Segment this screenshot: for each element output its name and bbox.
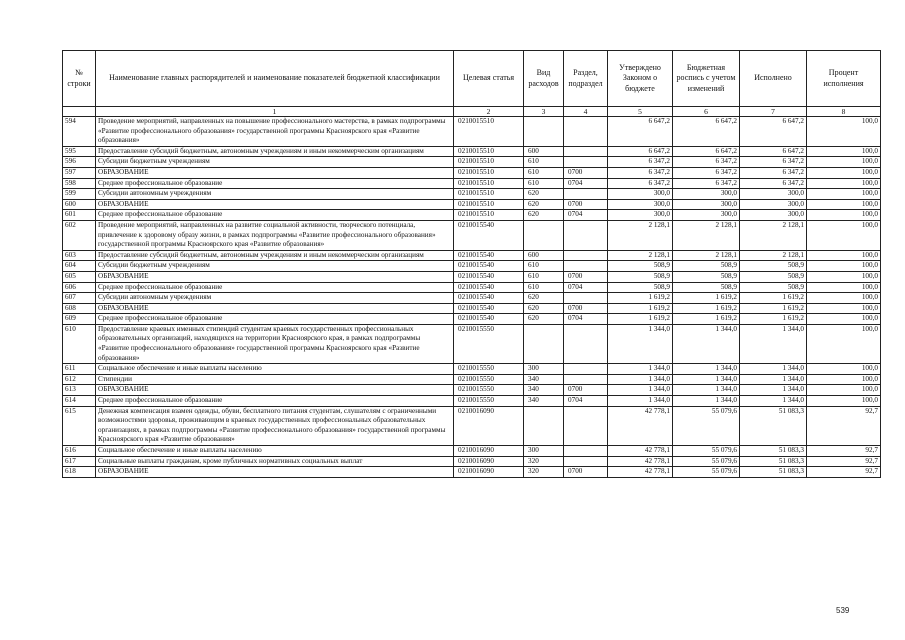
- section-cell: [564, 189, 608, 200]
- header-section: Раздел, подраздел: [564, 51, 608, 107]
- executed-cell: 1 344,0: [740, 385, 807, 396]
- table-row: [63, 271, 881, 282]
- row-number-cell: 601: [63, 210, 96, 221]
- executed-cell: 1 619,2: [740, 303, 807, 314]
- header-approved: Утверждено Законом о бюджете: [608, 51, 673, 107]
- name-cell: Субсидии автономным учреждениям: [96, 293, 454, 304]
- approved-cell: 42 778,1: [608, 467, 673, 478]
- section-cell: [564, 117, 608, 147]
- executed-cell: 1 344,0: [740, 324, 807, 363]
- budget-cell: 2 128,1: [673, 250, 740, 261]
- section-cell: [564, 364, 608, 375]
- table-row: [63, 250, 881, 261]
- name-cell: Предоставление субсидий бюджетным, автономным учреждениям и иным некоммерческим организациям: [96, 250, 454, 261]
- expense-type-cell: 620: [524, 303, 564, 314]
- percent-cell: 100,0: [807, 199, 881, 210]
- section-cell: [564, 406, 608, 445]
- row-number-cell: 615: [63, 406, 96, 445]
- name-cell: Субсидии бюджетным учреждениям: [96, 157, 454, 168]
- section-cell: 0704: [564, 210, 608, 221]
- executed-cell: 6 647,2: [740, 117, 807, 147]
- approved-cell: 508,9: [608, 282, 673, 293]
- target-article-cell: 0210015540: [454, 314, 524, 325]
- percent-cell: 100,0: [807, 324, 881, 363]
- approved-cell: 42 778,1: [608, 446, 673, 457]
- approved-cell: 2 128,1: [608, 250, 673, 261]
- column-number: 4: [564, 107, 608, 117]
- percent-cell: 92,7: [807, 456, 881, 467]
- expense-type-cell: 320: [524, 467, 564, 478]
- name-cell: Проведение мероприятий, направленных на повышение профессионального мастерства, в рамках подпрограммы «Развитие профессионального образования» государственной программы Красноярского края «Развитие образования»: [96, 117, 454, 147]
- approved-cell: 300,0: [608, 210, 673, 221]
- name-cell: Предоставление субсидий бюджетным, автономным учреждениям и иным некоммерческим организациям: [96, 146, 454, 157]
- target-article-cell: 0210016090: [454, 446, 524, 457]
- target-article-cell: 0210015510: [454, 199, 524, 210]
- budget-cell: 6 347,2: [673, 157, 740, 168]
- budget-cell: 1 344,0: [673, 385, 740, 396]
- name-cell: Стипендии: [96, 374, 454, 385]
- budget-cell: 508,9: [673, 261, 740, 272]
- name-cell: Предоставление краевых именных стипендий студентам краевых государственных профессиональных образовательных организаций, находящихся на территории Красноярского края, в рамках подпрограммы «Развитие профессионального образования» государственной программы Красноярского края «Развитие образования»: [96, 324, 454, 363]
- percent-cell: 100,0: [807, 261, 881, 272]
- approved-cell: 42 778,1: [608, 456, 673, 467]
- budget-cell: 1 619,2: [673, 314, 740, 325]
- section-cell: [564, 146, 608, 157]
- approved-cell: 1 619,2: [608, 303, 673, 314]
- target-article-cell: 0210016090: [454, 456, 524, 467]
- budget-cell: 1 344,0: [673, 364, 740, 375]
- page-number: 539: [836, 606, 850, 615]
- target-article-cell: 0210015550: [454, 396, 524, 407]
- row-number-cell: 608: [63, 303, 96, 314]
- table-row: [63, 157, 881, 168]
- expense-type-cell: [524, 406, 564, 445]
- expense-type-cell: 320: [524, 456, 564, 467]
- expense-type-cell: 610: [524, 271, 564, 282]
- section-cell: 0700: [564, 385, 608, 396]
- table-row: [63, 396, 881, 407]
- budget-cell: 55 079,6: [673, 406, 740, 445]
- executed-cell: 1 344,0: [740, 364, 807, 375]
- target-article-cell: 0210015510: [454, 178, 524, 189]
- table-row: [63, 446, 881, 457]
- name-cell: ОБРАЗОВАНИЕ: [96, 385, 454, 396]
- budget-cell: 2 128,1: [673, 220, 740, 250]
- target-article-cell: 0210015510: [454, 189, 524, 200]
- percent-cell: 100,0: [807, 146, 881, 157]
- section-cell: [564, 250, 608, 261]
- table-row: [63, 374, 881, 385]
- percent-cell: 100,0: [807, 385, 881, 396]
- table-row: [63, 364, 881, 375]
- percent-cell: 100,0: [807, 282, 881, 293]
- executed-cell: 508,9: [740, 282, 807, 293]
- row-number-cell: 614: [63, 396, 96, 407]
- table-row: [63, 314, 881, 325]
- section-cell: 0704: [564, 178, 608, 189]
- header-budget-list: Бюджетная роспись с учетом изменений: [673, 51, 740, 107]
- target-article-cell: 0210015540: [454, 250, 524, 261]
- name-cell: Субсидии бюджетным учреждениям: [96, 261, 454, 272]
- budget-cell: 6 347,2: [673, 178, 740, 189]
- row-number-cell: 611: [63, 364, 96, 375]
- column-number: 5: [608, 107, 673, 117]
- target-article-cell: 0210015540: [454, 271, 524, 282]
- expense-type-cell: 610: [524, 157, 564, 168]
- approved-cell: 1 344,0: [608, 374, 673, 385]
- name-cell: Среднее профессиональное образование: [96, 178, 454, 189]
- executed-cell: 1 619,2: [740, 293, 807, 304]
- expense-type-cell: [524, 220, 564, 250]
- executed-cell: 6 347,2: [740, 157, 807, 168]
- header-target-article: Целевая статья: [454, 51, 524, 107]
- section-cell: 0700: [564, 467, 608, 478]
- row-number-cell: 616: [63, 446, 96, 457]
- row-number-cell: 605: [63, 271, 96, 282]
- row-number-cell: 599: [63, 189, 96, 200]
- table-row: [63, 406, 881, 445]
- name-cell: ОБРАЗОВАНИЕ: [96, 199, 454, 210]
- approved-cell: 6 347,2: [608, 157, 673, 168]
- row-number-cell: 597: [63, 167, 96, 178]
- executed-cell: 6 647,2: [740, 146, 807, 157]
- row-number-cell: 600: [63, 199, 96, 210]
- name-cell: Социальное обеспечение и иные выплаты населению: [96, 446, 454, 457]
- header-percent: Процент исполнения: [807, 51, 881, 107]
- name-cell: ОБРАЗОВАНИЕ: [96, 167, 454, 178]
- budget-cell: 6 347,2: [673, 167, 740, 178]
- target-article-cell: 0210015510: [454, 117, 524, 147]
- table-row: [63, 324, 881, 363]
- budget-cell: 1 619,2: [673, 303, 740, 314]
- section-cell: [564, 293, 608, 304]
- executed-cell: 51 083,3: [740, 467, 807, 478]
- target-article-cell: 0210015540: [454, 220, 524, 250]
- budget-cell: 6 647,2: [673, 146, 740, 157]
- row-number-cell: 609: [63, 314, 96, 325]
- column-number: 8: [807, 107, 881, 117]
- percent-cell: 100,0: [807, 293, 881, 304]
- budget-execution-table: [62, 50, 881, 478]
- executed-cell: 1 619,2: [740, 314, 807, 325]
- approved-cell: 6 347,2: [608, 167, 673, 178]
- section-cell: 0704: [564, 396, 608, 407]
- executed-cell: 6 347,2: [740, 167, 807, 178]
- section-cell: 0704: [564, 314, 608, 325]
- expense-type-cell: 610: [524, 167, 564, 178]
- target-article-cell: 0210015550: [454, 324, 524, 363]
- target-article-cell: 0210015510: [454, 167, 524, 178]
- percent-cell: 100,0: [807, 157, 881, 168]
- budget-cell: 1 344,0: [673, 324, 740, 363]
- row-number-cell: 612: [63, 374, 96, 385]
- row-number-cell: 598: [63, 178, 96, 189]
- approved-cell: 1 344,0: [608, 396, 673, 407]
- expense-type-cell: 600: [524, 146, 564, 157]
- column-number: 6: [673, 107, 740, 117]
- expense-type-cell: 620: [524, 199, 564, 210]
- approved-cell: 300,0: [608, 199, 673, 210]
- executed-cell: 51 083,3: [740, 456, 807, 467]
- expense-type-cell: 340: [524, 385, 564, 396]
- name-cell: ОБРАЗОВАНИЕ: [96, 467, 454, 478]
- name-cell: Социальное обеспечение и иные выплаты населению: [96, 364, 454, 375]
- percent-cell: 100,0: [807, 189, 881, 200]
- row-number-cell: 607: [63, 293, 96, 304]
- row-number-cell: 613: [63, 385, 96, 396]
- percent-cell: 100,0: [807, 303, 881, 314]
- header-expense-type: Вид расходов: [524, 51, 564, 107]
- table-row: [63, 282, 881, 293]
- section-cell: 0700: [564, 199, 608, 210]
- percent-cell: 100,0: [807, 250, 881, 261]
- approved-cell: 1 344,0: [608, 324, 673, 363]
- approved-cell: 1 619,2: [608, 314, 673, 325]
- section-cell: [564, 374, 608, 385]
- budget-cell: 55 079,6: [673, 456, 740, 467]
- header-row: [63, 51, 881, 107]
- expense-type-cell: 600: [524, 250, 564, 261]
- header-name: Наименование главных распорядителей и наименование показателей бюджетной классификации: [96, 51, 454, 107]
- row-number-cell: 596: [63, 157, 96, 168]
- approved-cell: 6 647,2: [608, 146, 673, 157]
- percent-cell: 100,0: [807, 167, 881, 178]
- executed-cell: 1 344,0: [740, 374, 807, 385]
- table-row: [63, 385, 881, 396]
- percent-cell: 100,0: [807, 374, 881, 385]
- target-article-cell: 0210015550: [454, 385, 524, 396]
- target-article-cell: 0210015540: [454, 282, 524, 293]
- column-number-row: [63, 107, 881, 117]
- table-row: [63, 210, 881, 221]
- approved-cell: 2 128,1: [608, 220, 673, 250]
- percent-cell: 100,0: [807, 364, 881, 375]
- percent-cell: 100,0: [807, 396, 881, 407]
- budget-cell: 508,9: [673, 282, 740, 293]
- approved-cell: 508,9: [608, 271, 673, 282]
- table-row: [63, 189, 881, 200]
- approved-cell: 1 619,2: [608, 293, 673, 304]
- row-number-cell: 594: [63, 117, 96, 147]
- percent-cell: 100,0: [807, 178, 881, 189]
- budget-cell: 508,9: [673, 271, 740, 282]
- budget-cell: 1 344,0: [673, 374, 740, 385]
- expense-type-cell: 340: [524, 396, 564, 407]
- row-number-cell: 604: [63, 261, 96, 272]
- approved-cell: 508,9: [608, 261, 673, 272]
- table-row: [63, 117, 881, 147]
- column-number: 7: [740, 107, 807, 117]
- executed-cell: 51 083,3: [740, 406, 807, 445]
- section-cell: 0700: [564, 167, 608, 178]
- name-cell: Среднее профессиональное образование: [96, 210, 454, 221]
- executed-cell: 300,0: [740, 199, 807, 210]
- budget-cell: 55 079,6: [673, 467, 740, 478]
- expense-type-cell: 620: [524, 314, 564, 325]
- budget-cell: 6 647,2: [673, 117, 740, 147]
- executed-cell: 300,0: [740, 210, 807, 221]
- section-cell: 0704: [564, 282, 608, 293]
- row-number-cell: 603: [63, 250, 96, 261]
- target-article-cell: 0210015510: [454, 146, 524, 157]
- table-row: [63, 178, 881, 189]
- percent-cell: 100,0: [807, 210, 881, 221]
- table-row: [63, 167, 881, 178]
- name-cell: Социальные выплаты гражданам, кроме публичных нормативных социальных выплат: [96, 456, 454, 467]
- approved-cell: 6 647,2: [608, 117, 673, 147]
- column-number: 1: [96, 107, 454, 117]
- percent-cell: 92,7: [807, 467, 881, 478]
- section-cell: [564, 446, 608, 457]
- section-cell: [564, 261, 608, 272]
- approved-cell: 42 778,1: [608, 406, 673, 445]
- row-number-cell: 595: [63, 146, 96, 157]
- percent-cell: 92,7: [807, 406, 881, 445]
- budget-cell: 1 344,0: [673, 396, 740, 407]
- column-number: [63, 107, 96, 117]
- column-number: 3: [524, 107, 564, 117]
- row-number-cell: 606: [63, 282, 96, 293]
- expense-type-cell: [524, 324, 564, 363]
- budget-cell: 55 079,6: [673, 446, 740, 457]
- name-cell: Денежная компенсация взамен одежды, обуви, бесплатного питания студентам, слушателям с ограниченными возможностями здоровья, проживающим в краевых государственных профессиональных образовательных организациях, в рамках подпрограммы «Развитие профессионального образования» государственной программы Красноярского края «Развитие образования»: [96, 406, 454, 445]
- target-article-cell: 0210016090: [454, 406, 524, 445]
- table-row: [63, 199, 881, 210]
- section-cell: 0700: [564, 303, 608, 314]
- expense-type-cell: 620: [524, 210, 564, 221]
- budget-table-sheet: [62, 50, 880, 478]
- header-executed: Исполнено: [740, 51, 807, 107]
- budget-cell: 300,0: [673, 189, 740, 200]
- percent-cell: 100,0: [807, 220, 881, 250]
- name-cell: Среднее профессиональное образование: [96, 282, 454, 293]
- target-article-cell: 0210015510: [454, 210, 524, 221]
- row-number-cell: 602: [63, 220, 96, 250]
- column-number: 2: [454, 107, 524, 117]
- name-cell: Субсидии автономным учреждениям: [96, 189, 454, 200]
- percent-cell: 100,0: [807, 117, 881, 147]
- table-row: [63, 293, 881, 304]
- executed-cell: 508,9: [740, 261, 807, 272]
- header-row-number: № строки: [63, 51, 96, 107]
- name-cell: Среднее профессиональное образование: [96, 314, 454, 325]
- approved-cell: 1 344,0: [608, 385, 673, 396]
- row-number-cell: 610: [63, 324, 96, 363]
- expense-type-cell: 620: [524, 293, 564, 304]
- name-cell: Проведение мероприятий, направленных на развитие социальной активности, творческого потенциала, привлечение к здоровому образу жизни, в рамках подпрограммы «Развитие профессионального образования» государственной программы Красноярского края «Развитие образования»: [96, 220, 454, 250]
- percent-cell: 100,0: [807, 271, 881, 282]
- expense-type-cell: 340: [524, 374, 564, 385]
- section-cell: 0700: [564, 271, 608, 282]
- expense-type-cell: 300: [524, 446, 564, 457]
- target-article-cell: 0210015540: [454, 261, 524, 272]
- expense-type-cell: [524, 117, 564, 147]
- approved-cell: 1 344,0: [608, 364, 673, 375]
- name-cell: ОБРАЗОВАНИЕ: [96, 271, 454, 282]
- section-cell: [564, 220, 608, 250]
- target-article-cell: 0210016090: [454, 467, 524, 478]
- percent-cell: 100,0: [807, 314, 881, 325]
- target-article-cell: 0210015510: [454, 157, 524, 168]
- budget-cell: 1 619,2: [673, 293, 740, 304]
- target-article-cell: 0210015550: [454, 364, 524, 375]
- expense-type-cell: 300: [524, 364, 564, 375]
- name-cell: Среднее профессиональное образование: [96, 396, 454, 407]
- section-cell: [564, 456, 608, 467]
- executed-cell: 508,9: [740, 271, 807, 282]
- table-row: [63, 146, 881, 157]
- executed-cell: 51 083,3: [740, 446, 807, 457]
- table-row: [63, 467, 881, 478]
- table-body: [63, 117, 881, 478]
- executed-cell: 1 344,0: [740, 396, 807, 407]
- row-number-cell: 617: [63, 456, 96, 467]
- executed-cell: 300,0: [740, 189, 807, 200]
- executed-cell: 2 128,1: [740, 220, 807, 250]
- expense-type-cell: 610: [524, 282, 564, 293]
- percent-cell: 92,7: [807, 446, 881, 457]
- target-article-cell: 0210015550: [454, 374, 524, 385]
- table-row: [63, 456, 881, 467]
- expense-type-cell: 610: [524, 178, 564, 189]
- approved-cell: 300,0: [608, 189, 673, 200]
- name-cell: ОБРАЗОВАНИЕ: [96, 303, 454, 314]
- executed-cell: 6 347,2: [740, 178, 807, 189]
- table-row: [63, 261, 881, 272]
- expense-type-cell: 620: [524, 189, 564, 200]
- approved-cell: 6 347,2: [608, 178, 673, 189]
- budget-cell: 300,0: [673, 210, 740, 221]
- expense-type-cell: 610: [524, 261, 564, 272]
- table-row: [63, 303, 881, 314]
- section-cell: [564, 324, 608, 363]
- table-row: [63, 220, 881, 250]
- target-article-cell: 0210015540: [454, 303, 524, 314]
- row-number-cell: 618: [63, 467, 96, 478]
- target-article-cell: 0210015540: [454, 293, 524, 304]
- executed-cell: 2 128,1: [740, 250, 807, 261]
- budget-cell: 300,0: [673, 199, 740, 210]
- section-cell: [564, 157, 608, 168]
